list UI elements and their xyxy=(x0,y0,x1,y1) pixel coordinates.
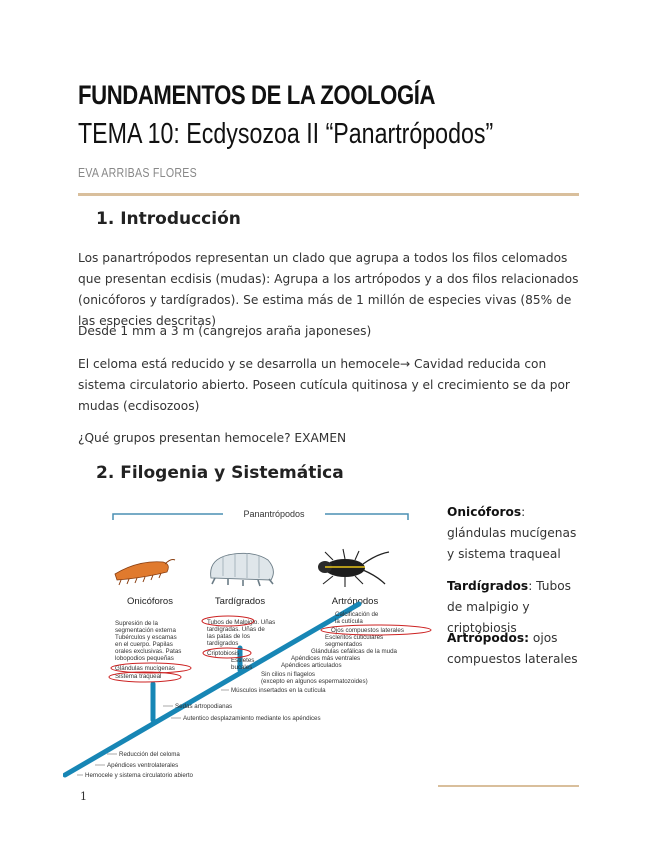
svg-text:Glándulas mucígenas: Glándulas mucígenas xyxy=(115,665,175,672)
svg-text:Criptobiosis: Criptobiosis xyxy=(207,650,240,657)
svg-text:Músculos insertados en la cutí: Músculos insertados en la cutícula xyxy=(231,687,326,694)
paragraph-panartropodos: Los panartrópodos representan un clado que agrupa a todos los filos celomados que presentan ecdisis (mudas): Agrupa a los artrópodos y a dos filos relacionados (onicóforos y tardígrados). Se estima más de 1 millón de especies vivas (85% de las especies descritas) xyxy=(78,251,579,328)
svg-text:la cutícula: la cutícula xyxy=(335,618,363,625)
svg-text:las patas de los: las patas de los xyxy=(207,633,250,640)
svg-text:segmentación externa: segmentación externa xyxy=(115,627,176,634)
svg-text:lobopodios pequeñas: lobopodios pequeñas xyxy=(115,655,174,662)
svg-text:Glándulas cefálicas de la muda: Glándulas cefálicas de la muda xyxy=(311,648,397,655)
tardigrade-icon xyxy=(211,553,274,586)
svg-text:tardígrados: tardígrados xyxy=(207,640,239,647)
svg-text:orales exclusivas. Patas: orales exclusivas. Patas xyxy=(115,648,182,655)
document-title: FUNDAMENTOS DE LA ZOOLOGÍA xyxy=(78,80,436,110)
svg-text:Autentico desplazamiento media: Autentico desplazamiento mediante los apéndices xyxy=(183,715,321,722)
svg-text:Reducción del celoma: Reducción del celoma xyxy=(119,751,180,758)
group-label-tardigrados: Tardígrados xyxy=(214,596,266,607)
svg-text:Apéndices más ventrales: Apéndices más ventrales xyxy=(291,655,361,662)
svg-text:Supresión de la: Supresión de la xyxy=(115,620,158,627)
svg-text:Apéndices ventrolaterales: Apéndices ventrolaterales xyxy=(107,762,179,769)
note-artropodos xyxy=(447,628,587,670)
author-name: EVA ARRIBAS FLORES xyxy=(78,166,197,180)
svg-text:Sin cilios ni flagelos: Sin cilios ni flagelos xyxy=(261,671,315,678)
svg-text:Sedas artropodianas: Sedas artropodianas xyxy=(175,703,233,710)
section-heading-introduccion: 1. Introducción xyxy=(96,209,241,229)
group-label-onicoforos: Onicóforos xyxy=(127,596,173,607)
svg-text:Tubérculos y escamas: Tubérculos y escamas xyxy=(115,634,177,641)
svg-text:(excepto en algunos espermatoz: (excepto en algunos espermatozoides) xyxy=(261,678,368,685)
note-term: Tardígrados xyxy=(447,579,529,593)
svg-text:Estiletes: Estiletes xyxy=(231,657,255,664)
note-tardigrados: Tardígrados: Tubos de malpigio y criptobiosis xyxy=(447,579,572,635)
arthropod-beetle-icon xyxy=(318,549,389,587)
paragraph-question: ¿Qué grupos presentan hemocele? EXAMEN xyxy=(78,431,347,445)
note-term: Artrópodos: xyxy=(447,631,529,645)
bracket-label: Panantrópodos xyxy=(243,509,305,519)
svg-text:tardígradas. Uñas de: tardígradas. Uñas de xyxy=(207,626,265,633)
document-subtitle: TEMA 10: Ecdysozoa II “Panartrópodos” xyxy=(78,118,494,150)
svg-text:Ojos compuestos laterales: Ojos compuestos laterales xyxy=(331,627,404,634)
note-text: ojos compuestos laterales xyxy=(447,631,578,666)
svg-text:Calcificación de: Calcificación de xyxy=(335,611,379,618)
note-onicoforos: Onicóforos: glándulas mucígenas y sistema traqueal xyxy=(447,505,577,561)
onychophoran-icon xyxy=(115,560,175,586)
svg-text:en el cuerpo. Papilas: en el cuerpo. Papilas xyxy=(115,641,173,648)
note-term: Onicóforos xyxy=(447,505,522,519)
svg-text:Tubos de Malpigio. Uñas: Tubos de Malpigio. Uñas xyxy=(207,619,276,626)
note-text: Tubos de malpigio y criptobiosis xyxy=(447,579,572,635)
svg-text:bucales: bucales xyxy=(231,664,253,671)
trunk-traits xyxy=(85,671,368,779)
note-text: glándulas mucígenas y sistema traqueal xyxy=(447,526,577,561)
group-label-artropodos: Artrópodos xyxy=(331,596,379,607)
onychophora-traits xyxy=(115,620,181,680)
svg-text:Escleritos cuticulares: Escleritos cuticulares xyxy=(325,634,384,641)
svg-text:Apéndices articulados: Apéndices articulados xyxy=(281,662,342,669)
svg-text:Hemocele y sistema circulatori: Hemocele y sistema circulatorio abierto xyxy=(85,772,193,779)
svg-text:segmentados: segmentados xyxy=(325,641,363,648)
footer-divider xyxy=(438,785,579,787)
paragraph-size: Desde 1 mm a 3 m (cangrejos araña japoneses) xyxy=(78,324,372,338)
header-divider xyxy=(78,193,579,196)
page-number: 1 xyxy=(80,790,87,803)
paragraph-celoma: El celoma está reducido y se desarrolla un hemocele→ Cavidad reducida con sistema circulatorio abierto. Poseen cutícula quitinosa y el crecimiento se da por mudas (ecdisozoos) xyxy=(78,357,570,413)
section-heading-filogenia: 2. Filogenia y Sistemática xyxy=(96,463,344,483)
svg-text:Sistema traqueal: Sistema traqueal xyxy=(115,673,162,680)
phylogeny-diagram xyxy=(63,500,435,782)
tardigrada-traits xyxy=(207,619,275,671)
